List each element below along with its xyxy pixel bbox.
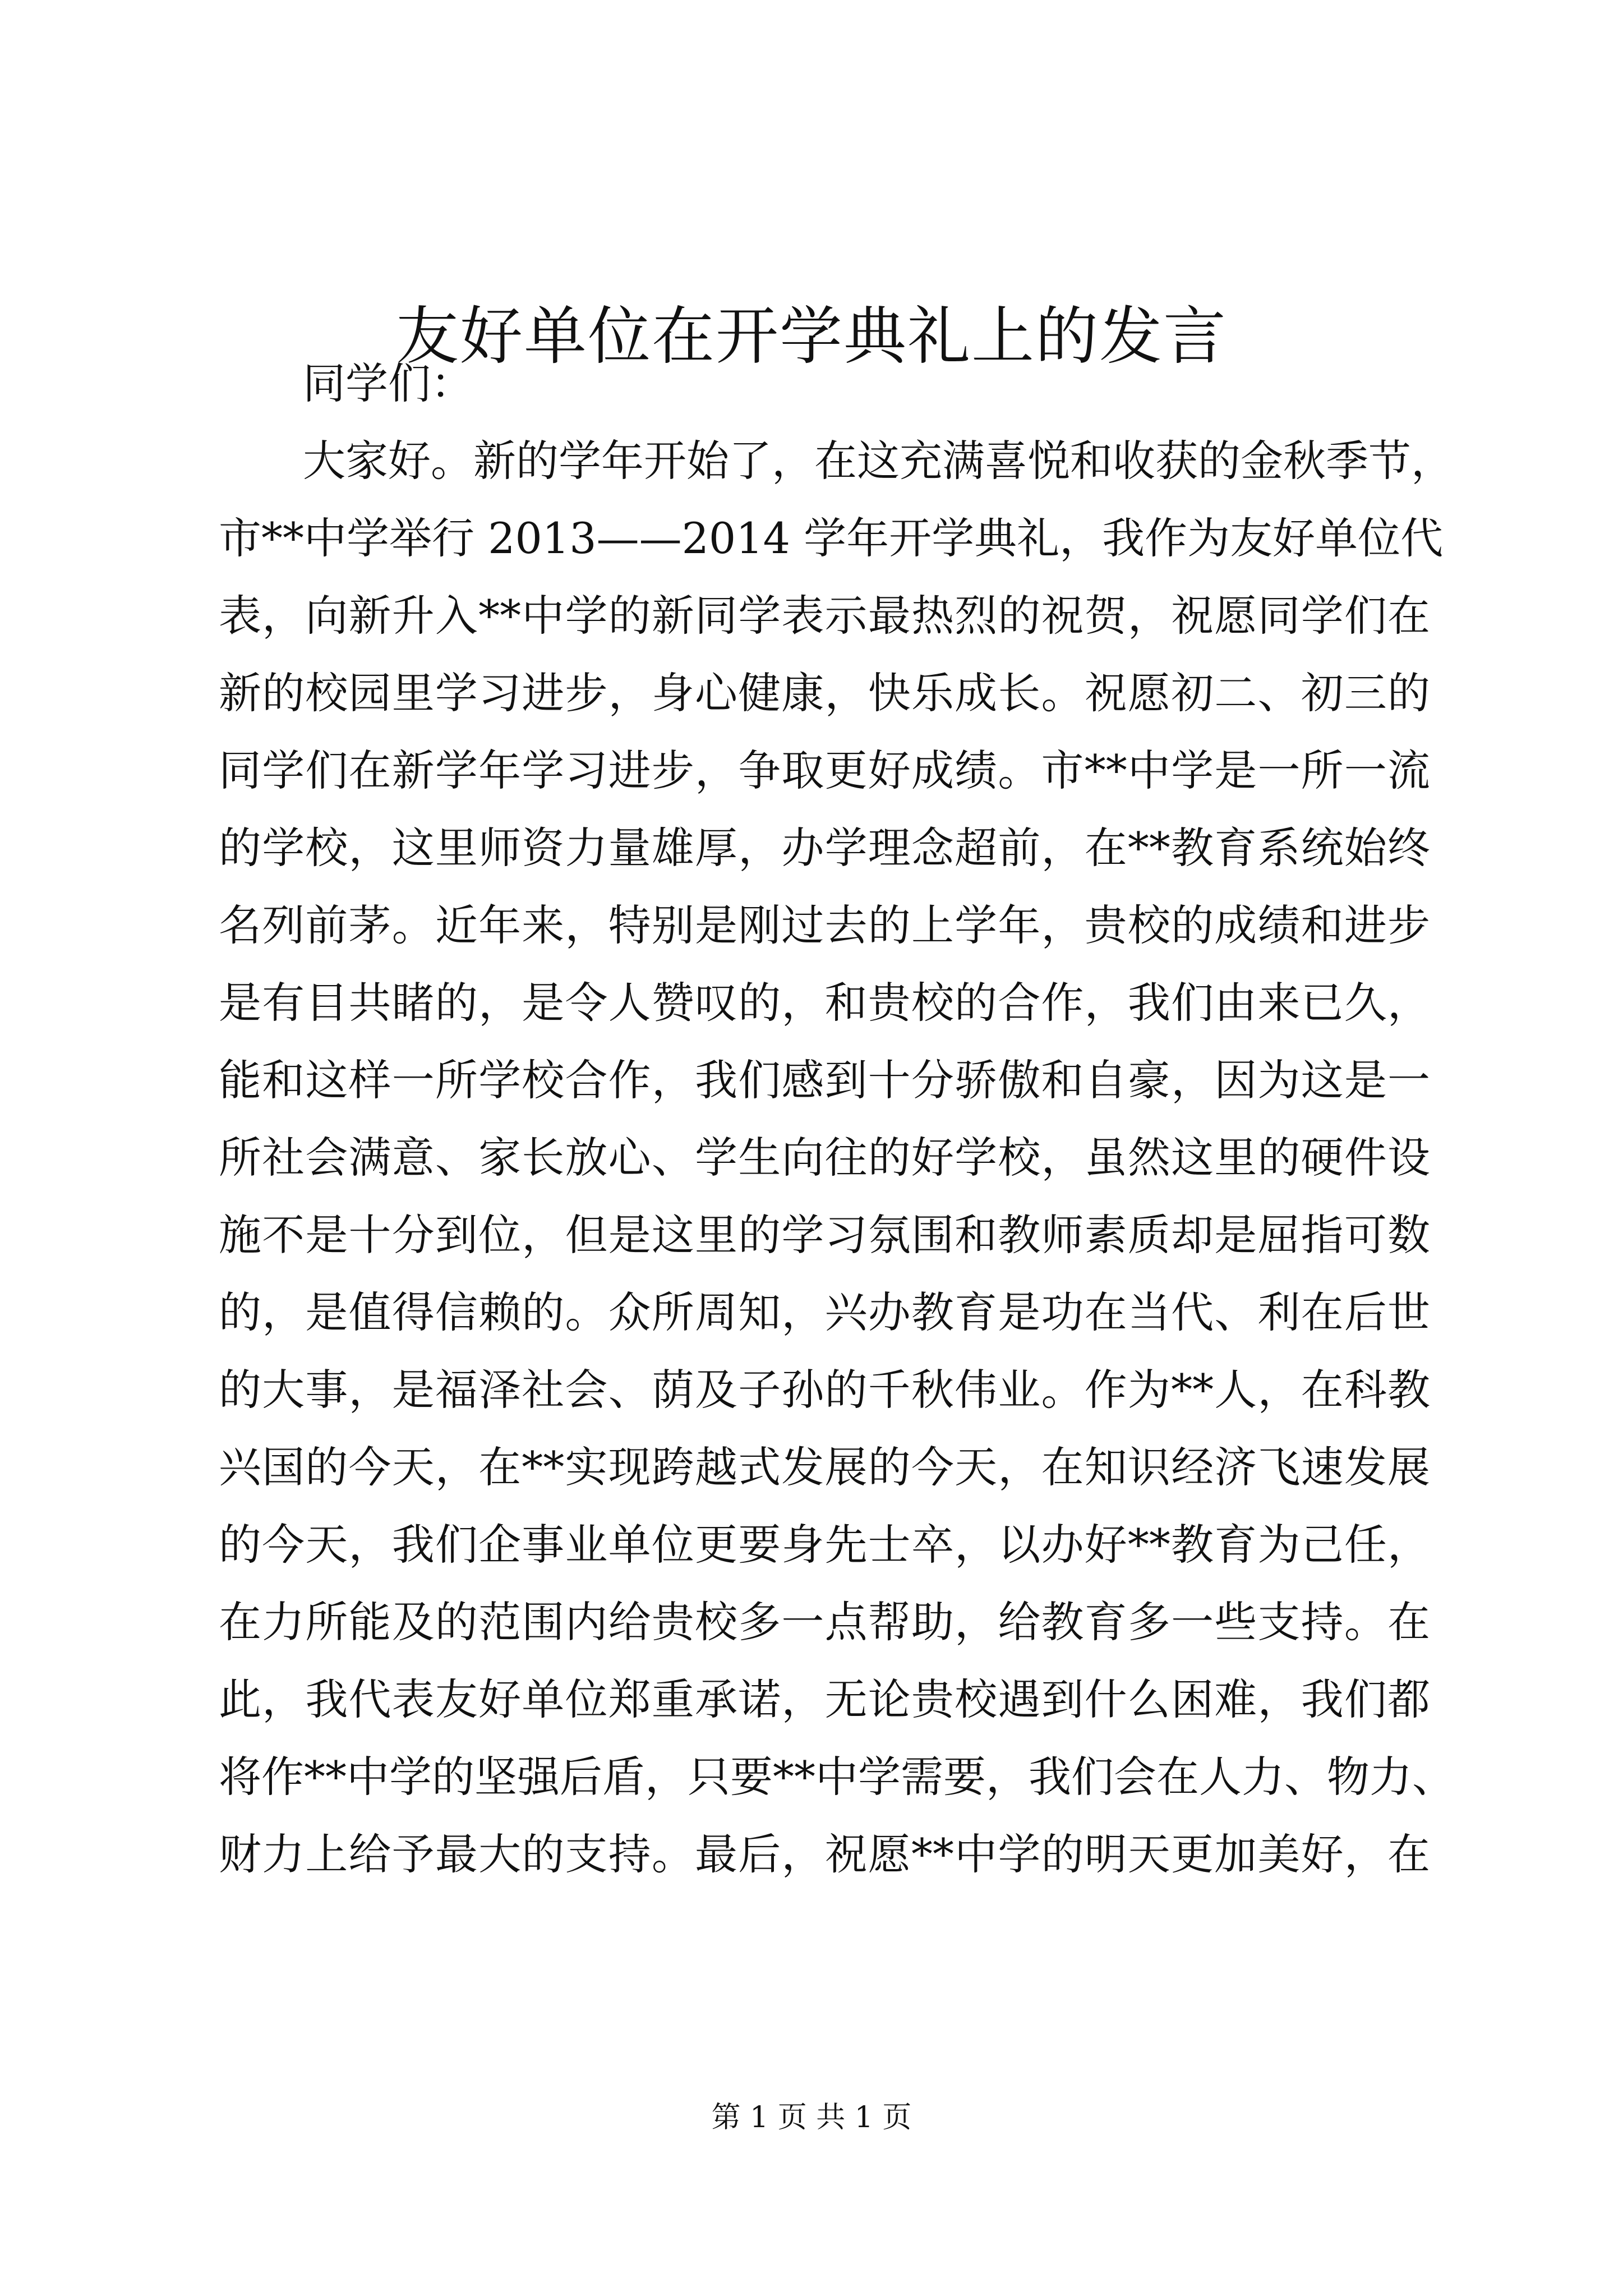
paragraph-line: 的，是值得信赖的。众所周知，兴办教育是功在当代、利在后世 [219, 1287, 1430, 1337]
paragraph-line: 财力上给予最大的支持。最后，祝愿**中学的明天更加美好，在 [219, 1829, 1430, 1879]
paragraph-line: 施不是十分到位，但是这里的学习氛围和教师素质却是屈指可数 [219, 1210, 1430, 1260]
document-title: 友好单位在开学典礼上的发言 [396, 300, 1227, 373]
paragraph-line: 的今天，我们企事业单位更要身先士卒，以办好**教育为己任， [219, 1520, 1430, 1570]
document-body [219, 345, 1455, 1893]
paragraph-line: 名列前茅。近年来，特别是刚过去的上学年，贵校的成绩和进步 [219, 900, 1430, 950]
paragraph-line: 大家好。新的学年开始了，在这充满喜悦和收获的金秋季节， [303, 436, 1454, 486]
paragraph-line: 此，我代表友好单位郑重承诺，无论贵校遇到什么困难，我们都 [219, 1674, 1430, 1724]
paragraph-line: 兴国的今天，在**实现跨越式发展的今天，在知识经济飞速发展 [219, 1442, 1430, 1492]
paragraph-line: 在力所能及的范围内给贵校多一点帮助，给教育多一些支持。在 [219, 1597, 1430, 1647]
salutation: 同学们： [303, 358, 473, 408]
paragraph-line: 表，向新升入**中学的新同学表示最热烈的祝贺，祝愿同学们在 [219, 591, 1430, 641]
paragraph-line: 市**中学举行 2013——2014 学年开学典礼，我作为友好单位代 [219, 513, 1444, 563]
page-footer: 第 1 页 共 1 页 [711, 2101, 912, 2134]
paragraph-line: 同学们在新学年学习进步，争取更好成绩。市**中学是一所一流 [219, 746, 1430, 795]
paragraph-line: 新的校园里学习进步，身心健康，快乐成长。祝愿初二、初三的 [219, 668, 1430, 718]
paragraph-line: 能和这样一所学校合作，我们感到十分骄傲和自豪，因为这是一 [219, 1055, 1430, 1105]
paragraph-line: 所社会满意、家长放心、学生向往的好学校，虽然这里的硬件设 [219, 1133, 1430, 1182]
paragraph-line: 是有目共睹的，是令人赞叹的，和贵校的合作，我们由来已久， [219, 978, 1430, 1028]
paragraph-line: 的学校，这里师资力量雄厚，办学理念超前，在**教育系统始终 [219, 823, 1430, 873]
paragraph-line: 将作**中学的坚强后盾，只要**中学需要，我们会在人力、物力、 [219, 1752, 1455, 1802]
paragraph-line: 的大事，是福泽社会、荫及子孙的千秋伟业。作为**人，在科教 [219, 1365, 1430, 1415]
